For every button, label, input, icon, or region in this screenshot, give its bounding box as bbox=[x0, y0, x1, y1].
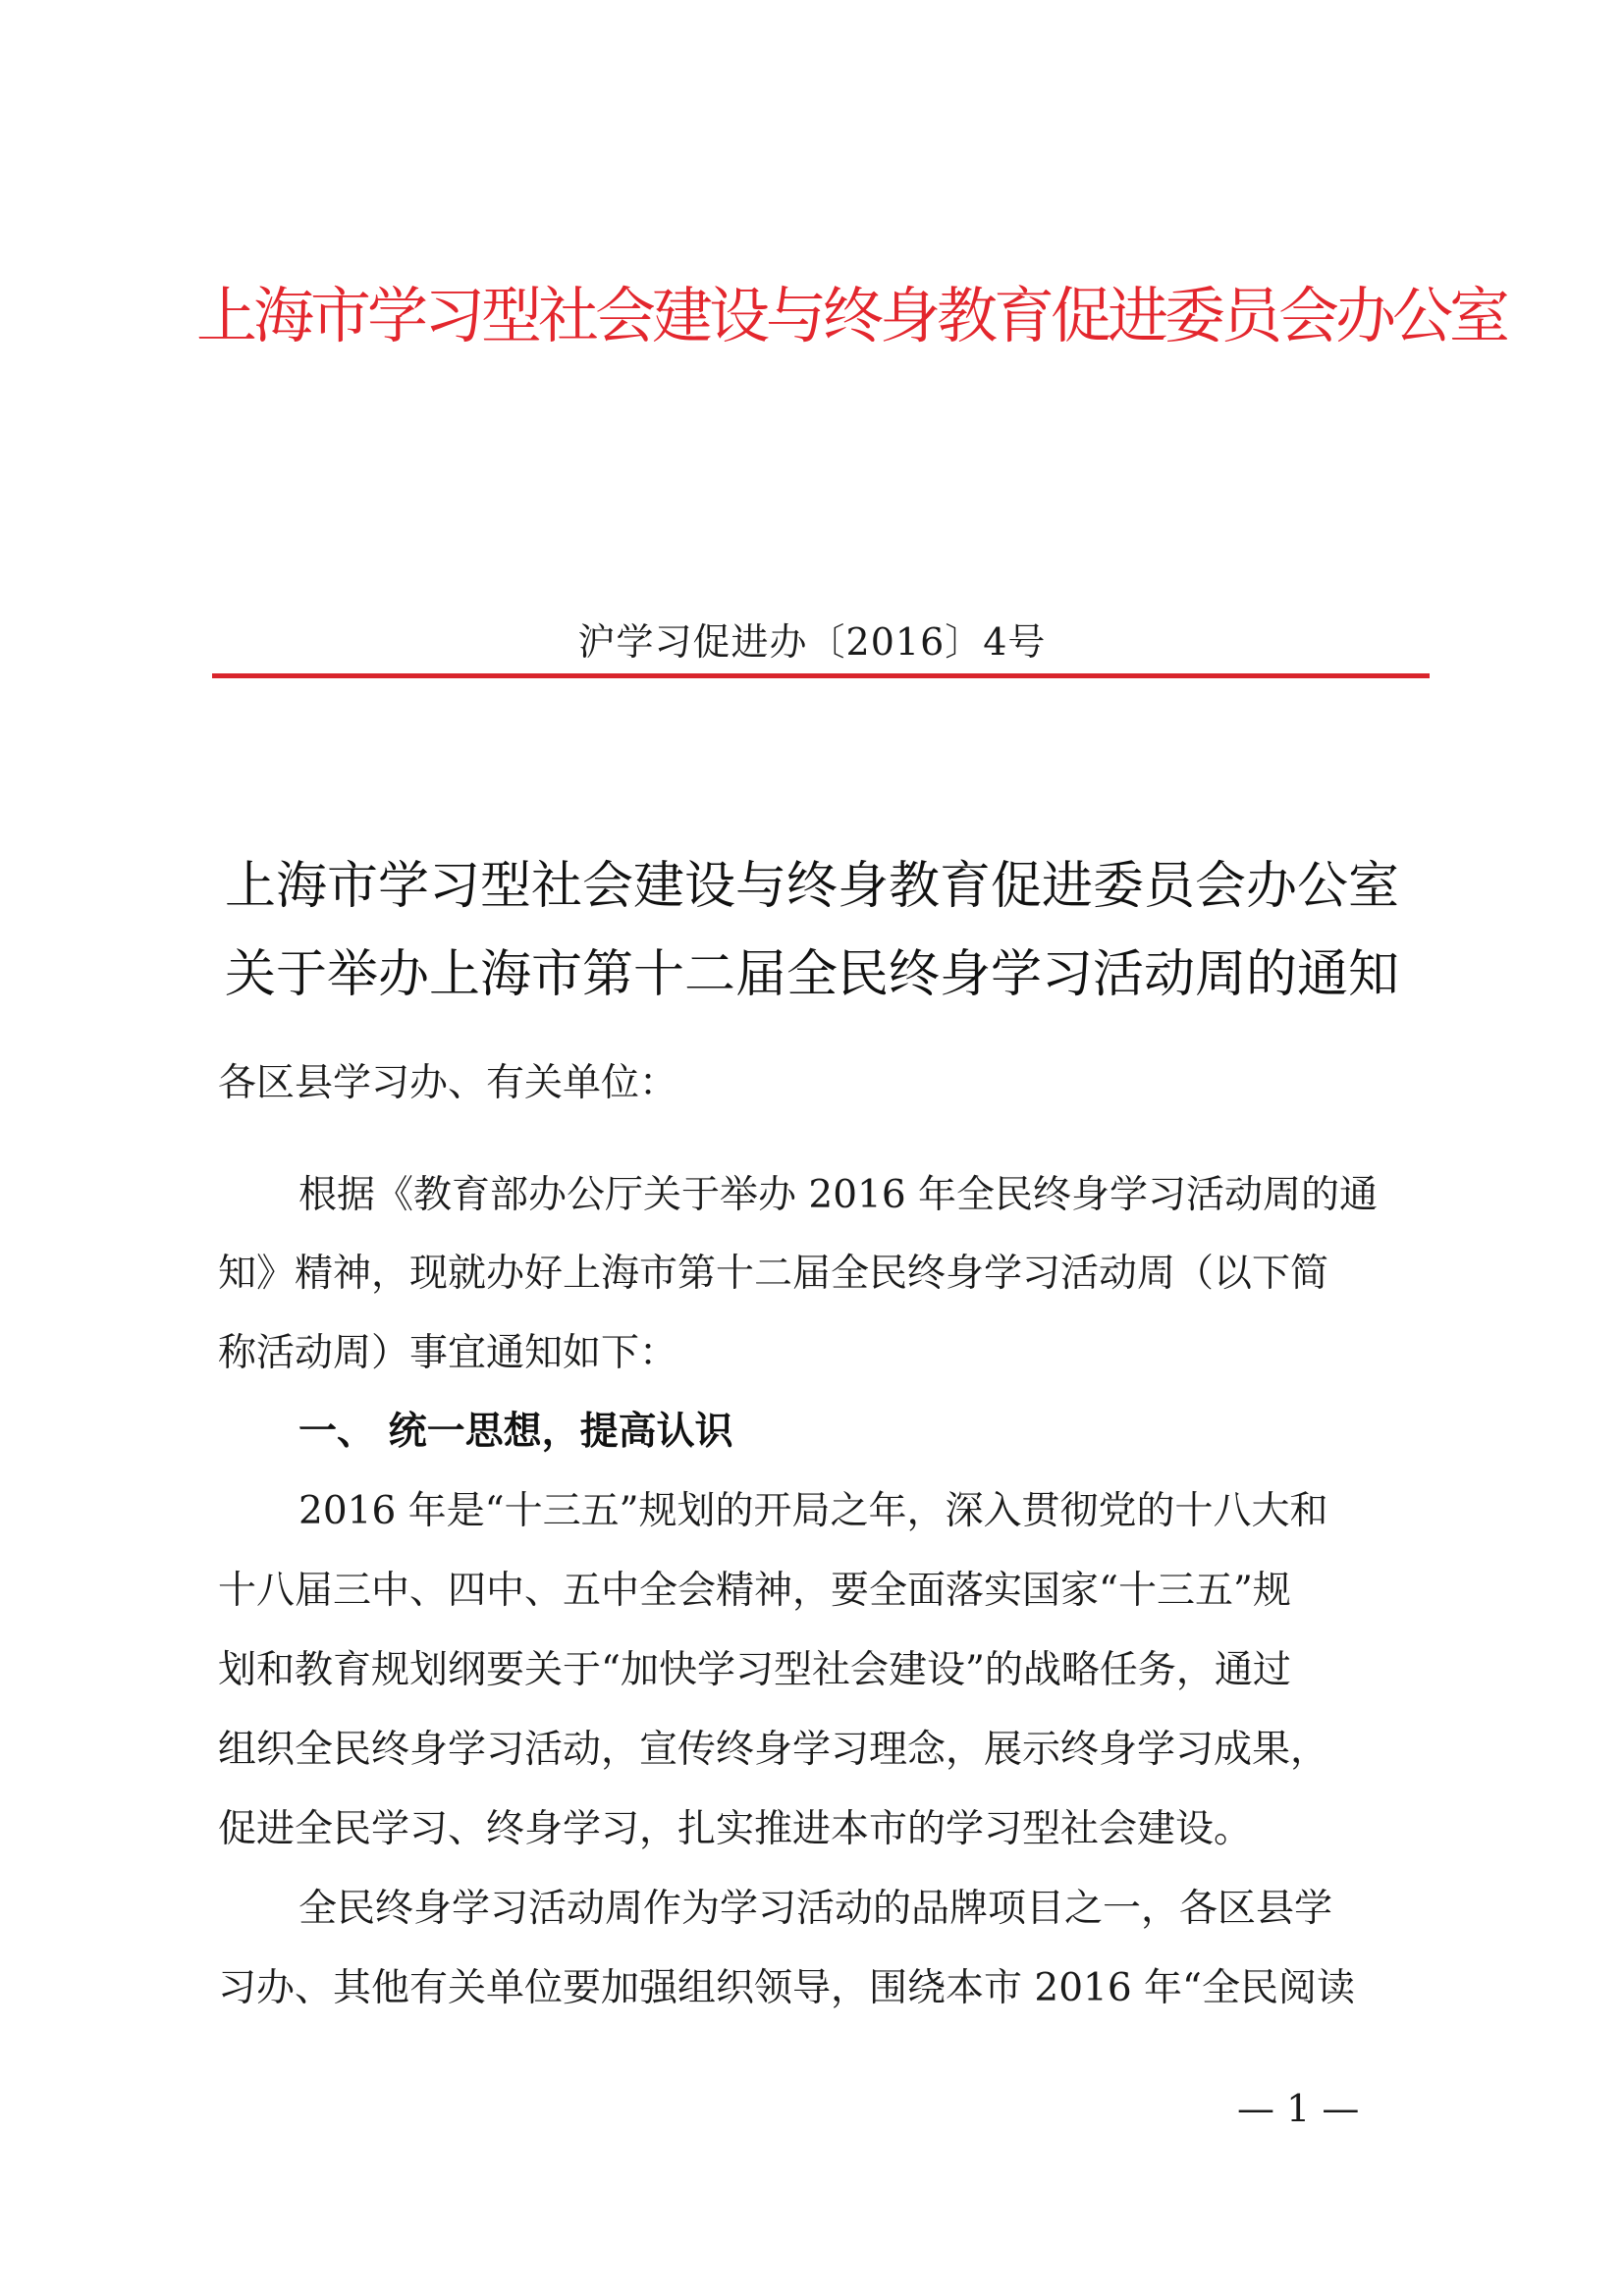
paragraph1-line-1: 根据《教育部办公厅关于举办 2016 年全民终身学习活动周的通 bbox=[298, 1173, 1379, 1217]
paragraph1-line-3: 称活动周）事宜通知如下： bbox=[218, 1331, 678, 1375]
page-number: — 1 — bbox=[1237, 2087, 1360, 2130]
paragraph2-line-1: 2016 年是“十三五”规划的开局之年，深入贯彻党的十八大和 bbox=[298, 1489, 1328, 1533]
paragraph2-line-2: 十八届三中、四中、五中全会精神，要全面落实国家“十三五”规 bbox=[218, 1569, 1291, 1613]
paragraph2-line-5: 促进全民学习、终身学习，扎实推进本市的学习型社会建设。 bbox=[218, 1807, 1253, 1851]
title-line-2: 关于举办上海市第十二届全民终身学习活动周的通知 bbox=[224, 945, 1399, 1004]
paragraph3-line-2: 习办、其他有关单位要加强组织领导，围绕本市 2016 年“全民阅读 bbox=[218, 1966, 1355, 2010]
document-number: 沪学习促进办〔2016〕4号 bbox=[577, 620, 1047, 664]
document-title bbox=[196, 842, 1428, 1019]
paragraph2-line-3: 划和教育规划纲要关于“加快学习型社会建设”的战略任务，通过 bbox=[218, 1648, 1291, 1692]
paragraph2-line-4: 组织全民终身学习活动，宣传终身学习理念，展示终身学习成果， bbox=[218, 1728, 1329, 1772]
paragraph1-line-2: 知》精神，现就办好上海市第十二届全民终身学习活动周（以下简 bbox=[218, 1252, 1329, 1296]
section-heading-1: 一、 统一思想，提高认识 bbox=[298, 1410, 733, 1454]
salutation: 各区县学习办、有关单位： bbox=[218, 1061, 678, 1105]
title-line-1: 上海市学习型社会建设与终身教育促进委员会办公室 bbox=[224, 857, 1399, 916]
issuing-organization-header: 上海市学习型社会建设与终身教育促进委员会办公室 bbox=[196, 280, 1507, 351]
paragraph3-line-1: 全民终身学习活动周作为学习活动的品牌项目之一，各区县学 bbox=[298, 1887, 1333, 1931]
red-divider-rule bbox=[212, 673, 1430, 678]
